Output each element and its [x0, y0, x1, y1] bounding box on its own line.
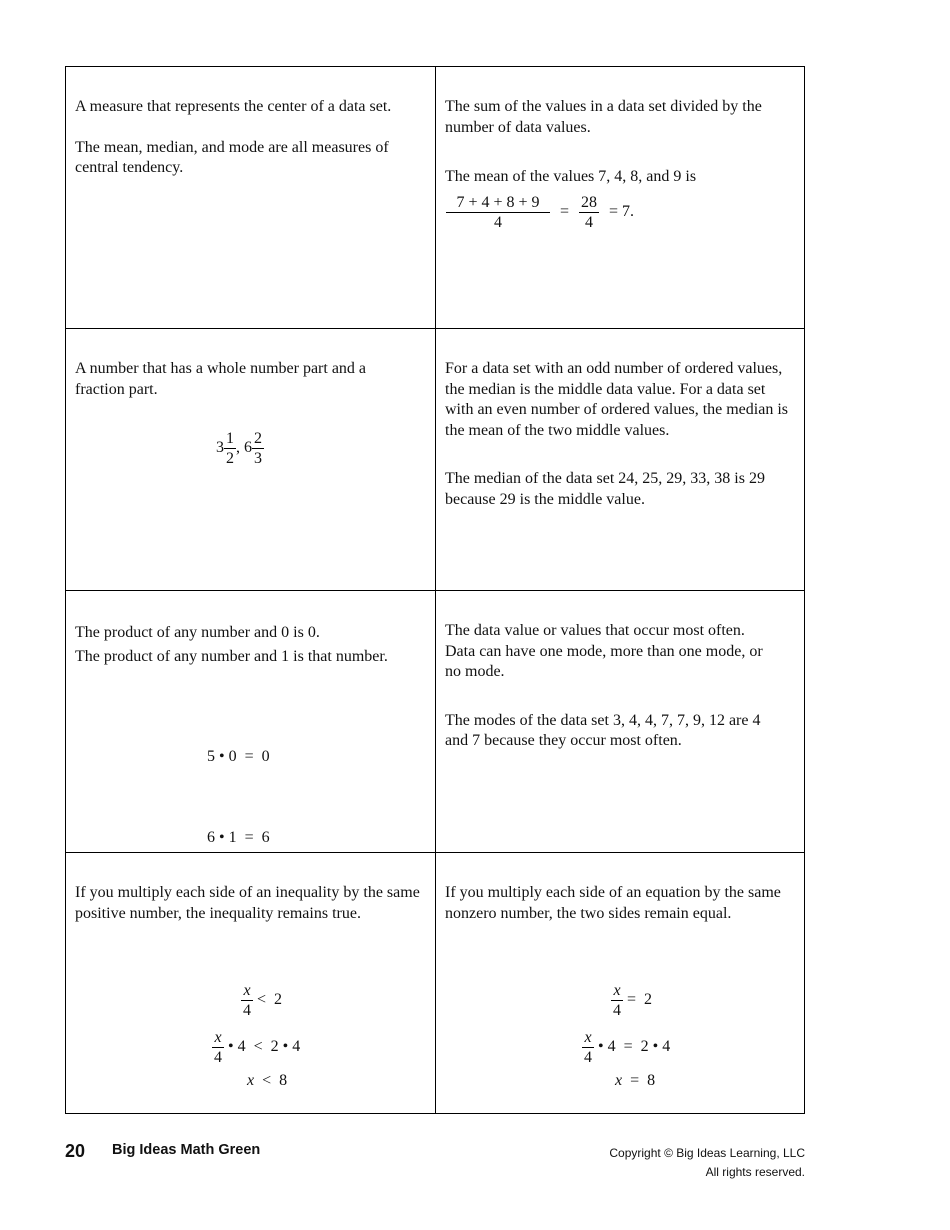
fraction-denominator: 4: [243, 1001, 251, 1019]
fraction-numerator: x: [241, 981, 253, 1001]
copyright-line: Copyright © Big Ideas Learning, LLC: [609, 1146, 805, 1160]
variable: x: [615, 1071, 623, 1089]
card-text: The product of any number and 1 is that number.: [75, 648, 388, 665]
fraction-numerator: x: [611, 981, 623, 1001]
fraction-numerator: 7 + 4 + 8 + 9: [446, 193, 550, 213]
mean-formula: [446, 193, 634, 232]
card-mixed-number: [66, 329, 435, 590]
example-identity-property: 6 • 1 = 6: [207, 829, 270, 846]
card-central-tendency: [66, 67, 435, 328]
fraction-denominator: 2: [226, 450, 234, 467]
card-text: If you multiply each side of an equation by the same nonzero number, the two sides remain equal.: [445, 884, 781, 922]
fraction-denominator: 4: [494, 214, 502, 231]
card-mean: [436, 67, 805, 328]
flash-card-grid: [65, 66, 805, 1114]
card-example: The median of the data set 24, 25, 29, 33, 38 is 29 because 29 is the middle value.: [445, 470, 765, 508]
fraction-numerator: 28: [581, 194, 598, 211]
fraction-numerator: x: [582, 1028, 594, 1048]
card-text: The data value or values that occur most often. Data can have one mode, more than one mode, or no mode.: [445, 622, 763, 680]
inequality-step-3: [223, 1050, 287, 1112]
variable: x: [247, 1071, 255, 1089]
card-text: The sum of the values in a data set divided by the number of data values.: [445, 98, 762, 136]
mixed-number-examples: [216, 429, 264, 468]
card-text: For a data set with an odd number of ordered values, the median is the middle data value. For a data set with an even number of ordered values, the median is the mean of the two middle values.: [445, 360, 788, 439]
fraction-denominator: 4: [613, 1001, 621, 1019]
card-example: The modes of the data set 3, 4, 4, 7, 7, 9, 12 are 4 and 7 because they occur most often.: [445, 711, 761, 749]
fraction-numerator: x: [212, 1028, 224, 1048]
fraction-denominator: 4: [584, 1048, 592, 1066]
card-text: The product of any number and 0 is 0.: [75, 624, 320, 641]
step-expression: • 4 < 2 • 4: [228, 1037, 301, 1055]
fraction-numerator: 1: [226, 430, 234, 447]
step-expression: = 8: [630, 1071, 656, 1089]
fraction-denominator: 4: [214, 1048, 222, 1066]
equals-sign: =: [560, 203, 570, 221]
card-median: [436, 329, 805, 590]
whole-part: 6: [244, 439, 252, 457]
card-text: A number that has a whole number part and a fraction part.: [75, 360, 367, 398]
page-number: 20: [65, 1141, 86, 1161]
rights-line: All rights reserved.: [705, 1165, 805, 1179]
step-expression: < 8: [262, 1071, 288, 1089]
card-text: If you multiply each side of an inequality by the same positive number, the inequality remains true.: [75, 884, 420, 922]
step-expression: = 2: [627, 990, 653, 1008]
book-title: Big Ideas Math Green: [112, 1142, 261, 1158]
card-text: The mean, median, and mode are all measures of central tendency.: [75, 138, 389, 176]
equation-step-3: [591, 1050, 655, 1112]
fraction-numerator: 2: [254, 430, 262, 447]
example-zero-property: 5 • 0 = 0: [207, 748, 270, 765]
card-mode: [436, 591, 805, 852]
copyright-notice: [609, 1144, 805, 1182]
step-expression: • 4 = 2 • 4: [598, 1037, 671, 1055]
card-multiplication-properties: [66, 591, 435, 852]
fraction-denominator: 3: [254, 450, 262, 467]
fraction-denominator: 4: [585, 214, 594, 231]
result: = 7.: [609, 203, 635, 221]
card-multiplication-property-inequality: [66, 853, 435, 1114]
card-text: A measure that represents the center of a data set.: [75, 98, 392, 115]
card-example: The mean of the values 7, 4, 8, and 9 is: [445, 168, 697, 185]
whole-part: 3: [216, 439, 224, 457]
step-expression: < 2: [257, 990, 283, 1008]
separator: ,: [236, 439, 240, 457]
card-multiplication-property-equality: [436, 853, 805, 1114]
